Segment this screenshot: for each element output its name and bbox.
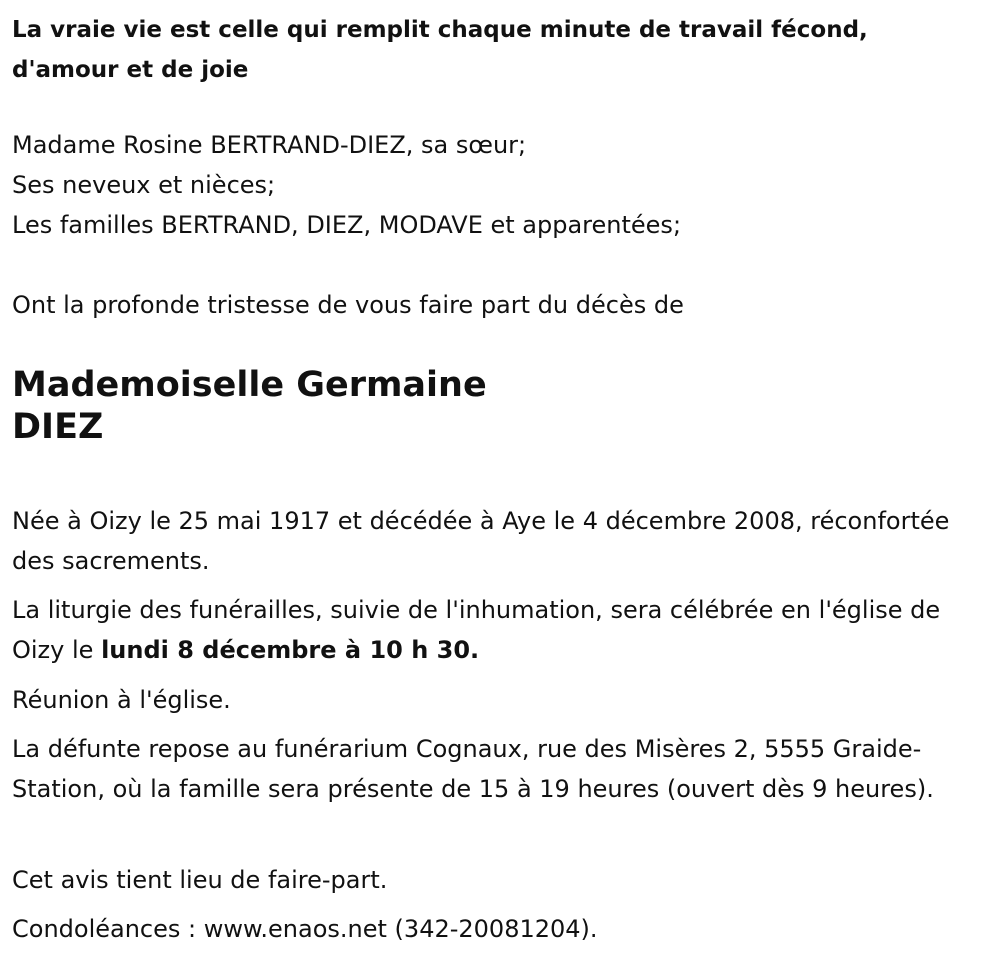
family-line-sister: Madame Rosine BERTRAND-DIEZ, sa sœur; bbox=[12, 131, 527, 159]
funeral-date: lundi 8 décembre à 10 h 30. bbox=[101, 636, 480, 664]
deceased-surname: DIEZ bbox=[12, 407, 104, 447]
family-line-families: Les familles BERTRAND, DIEZ, MODAVE et apparentées; bbox=[12, 211, 682, 239]
birth-death-text: Née à Oizy le 25 mai 1917 et décédée à Aye le 4 décembre 2008, réconfortée des sacrements. bbox=[12, 507, 950, 575]
family-line-nephews: Ses neveux et nièces; bbox=[12, 171, 276, 199]
condolences-text: Condoléances : www.enaos.net (342-20081204). bbox=[12, 915, 598, 943]
announcement-text: Ont la profonde tristesse de vous faire part du décès de bbox=[12, 291, 684, 319]
epigraph-quote: La vraie vie est celle qui remplit chaque minute de travail fécond, d'amour et de joie bbox=[12, 17, 868, 83]
funerarium-text: La défunte repose au funérarium Cognaux, rue des Misères 2, 5555 Graide-Station, où la famille sera présente de 15 à 19 heures (ouvert dès 9 heures). bbox=[12, 735, 934, 803]
meeting-text: Réunion à l'église. bbox=[12, 686, 231, 714]
notice-text: Cet avis tient lieu de faire-part. bbox=[12, 866, 388, 894]
deceased-title-name: Mademoiselle Germaine bbox=[12, 365, 487, 405]
funeral-text bbox=[12, 590, 992, 670]
deceased-name bbox=[12, 364, 487, 448]
funeral-details: La liturgie des funérailles, suivie de l'inhumation, sera célébrée en l'église de Oizy le bbox=[12, 596, 941, 664]
